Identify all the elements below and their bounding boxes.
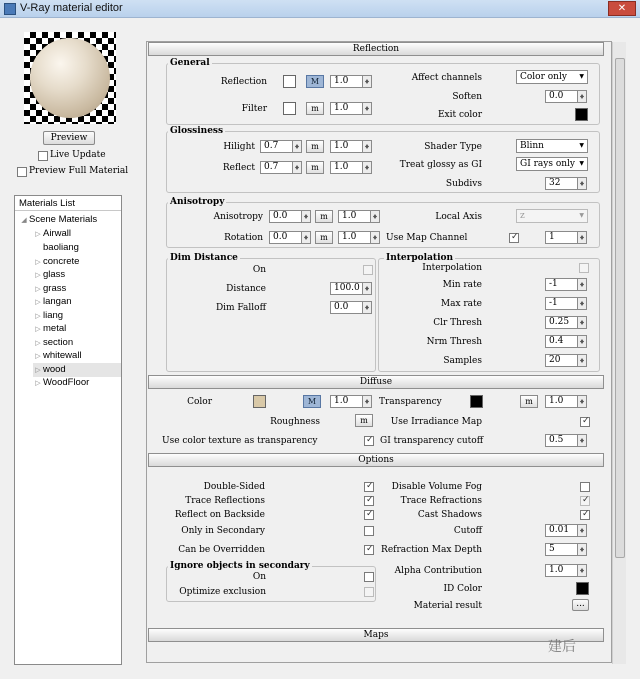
gi-transparency-cutoff-label: GI transparency cutoff [380,436,484,446]
close-button[interactable]: ✕ [608,1,636,16]
hilight-label: Hilight [223,142,255,152]
can-be-overridden-label: Can be Overridden [178,545,265,555]
materials-list [14,195,122,665]
diffuse-amount-spinner[interactable]: 1.0 [330,395,372,408]
local-axis-label: Local Axis [435,212,482,222]
watermark-text: 建后 [548,638,576,654]
trace-refractions-checkbox[interactable] [580,496,590,506]
tree-item-wood[interactable]: ▷ wood [33,363,121,377]
anisotropy-group-title: Anisotropy [170,197,225,207]
tree-item-metal[interactable]: ▷ metal [33,322,66,336]
hilight-spinner[interactable]: 0.7 [260,140,302,153]
dim-on-label: On [252,265,266,275]
filter-amount-spinner[interactable]: 1.0 [330,102,372,115]
samples-spinner[interactable]: 20 [545,354,587,367]
double-sided-label: Double-Sided [203,482,265,492]
live-update-checkbox[interactable] [38,151,48,161]
subdivs-spinner[interactable]: 32 [545,177,587,190]
reflect-label: Reflect [222,163,255,173]
use-map-channel-label: Use Map Channel [386,233,468,243]
dim-falloff-label: Dim Falloff [215,303,266,313]
cast-shadows-checkbox[interactable] [580,510,590,520]
collapsed-arrow-icon: ▷ [35,340,41,347]
max-rate-label: Max rate [440,299,482,309]
distance-spinner[interactable]: 100.0 [330,282,372,295]
material-preview-image [24,32,116,124]
filter-map-button[interactable]: m [306,102,324,115]
preview-full-material-label: Preview Full Material [29,166,129,176]
tree-item-liang[interactable]: ▷ liang [33,309,63,323]
use-irradiance-map-checkbox[interactable] [580,417,590,427]
treat-glossy-dropdown[interactable]: GI rays only ▼ [516,157,588,171]
general-group-title: General [170,58,210,68]
only-in-secondary-checkbox[interactable] [364,526,374,536]
use-map-channel-checkbox[interactable] [509,233,519,243]
can-be-overridden-checkbox[interactable] [364,545,374,555]
transparency-color-swatch[interactable] [470,395,483,408]
transparency-label: Transparency [379,397,442,407]
hilight-amount-spinner[interactable]: 1.0 [330,140,372,153]
cutoff-label: Cutoff [453,526,482,536]
ignore-on-label: On [252,572,266,582]
tree-item-glass[interactable]: ▷ glass [33,268,65,282]
material-result-label: Material result [413,601,482,611]
tree-item-section[interactable]: ▷ section [33,336,73,350]
collapsed-arrow-icon: ▷ [35,353,41,360]
trace-reflections-label: Trace Reflections [185,496,265,506]
ignore-objects-group-title: Ignore objects in secondary [170,561,310,571]
refraction-max-depth-label: Refraction Max Depth [381,545,482,555]
use-color-texture-checkbox[interactable] [364,436,374,446]
glossiness-group-title: Glossiness [170,126,224,136]
soften-label: Soften [452,92,482,102]
min-rate-label: Min rate [442,280,482,290]
optimize-exclusion-checkbox[interactable] [364,587,374,597]
use-irradiance-map-label: Use Irradiance Map [390,417,482,427]
maps-section-header[interactable]: Maps [148,628,604,642]
tree-item-concrete[interactable]: ▷ concrete [33,255,79,269]
diffuse-map-button[interactable]: M [303,395,321,408]
min-rate-spinner[interactable]: -1 [545,278,587,291]
only-in-secondary-label: Only in Secondary [181,526,265,536]
live-update-label: Live Update [50,150,106,160]
alpha-contribution-label: Alpha Contribution [394,566,482,576]
trace-reflections-checkbox[interactable] [364,496,374,506]
nrm-thresh-spinner[interactable]: 0.4 [545,335,587,348]
tree-item-whitewall[interactable]: ▷ whitewall [33,349,82,363]
cast-shadows-label: Cast Shadows [417,510,482,520]
anisotropy-spinner[interactable]: 0.0 [269,210,311,223]
reflection-map-button[interactable]: M [306,75,324,88]
shader-type-dropdown[interactable]: Blinn ▼ [516,139,588,153]
diffuse-section-header[interactable]: Diffuse [148,375,604,389]
roughness-label: Roughness [270,417,320,427]
tree-root-scene-materials[interactable]: ◢ Scene Materials [19,213,97,227]
hilight-map-button[interactable]: m [306,140,324,153]
exit-color-swatch[interactable] [575,108,588,121]
disable-volume-fog-label: Disable Volume Fog [391,482,482,492]
interpolation-label: Interpolation [422,263,482,273]
filter-label: Filter [241,104,267,114]
reflection-amount-spinner[interactable]: 1.0 [330,75,372,88]
id-color-swatch[interactable] [576,582,589,595]
disable-volume-fog-checkbox[interactable] [580,482,590,492]
samples-label: Samples [443,356,482,366]
reflect-on-backside-checkbox[interactable] [364,510,374,520]
collapsed-arrow-icon: ▷ [35,272,41,279]
double-sided-checkbox[interactable] [364,482,374,492]
diffuse-color-swatch[interactable] [253,395,266,408]
nrm-thresh-label: Nrm Thresh [426,337,482,347]
rotation-amount-spinner[interactable]: 1.0 [338,231,380,244]
material-result-button[interactable]: ... [572,599,589,611]
trace-refractions-label: Trace Refractions [400,496,482,506]
reflection-color-swatch[interactable] [283,75,296,88]
reflect-map-button[interactable]: m [306,161,324,174]
anisotropy-label: Anisotropy [213,212,263,222]
tree-item-grass[interactable]: ▷ grass [33,282,66,296]
tree-item-langan[interactable]: ▷ langan [33,295,72,309]
treat-glossy-label: Treat glossy as GI [399,160,482,170]
refraction-max-depth-spinner[interactable]: 5 [545,543,587,556]
max-rate-spinner[interactable]: -1 [545,297,587,310]
anisotropy-map-button[interactable]: m [315,210,333,223]
collapsed-arrow-icon: ▷ [35,299,41,306]
scrollbar-thumb[interactable] [615,58,625,558]
collapsed-arrow-icon: ▷ [35,231,41,238]
affect-channels-dropdown[interactable]: Color only ▼ [516,70,588,84]
gi-cutoff-spinner[interactable]: 0.5 [545,434,587,447]
collapsed-arrow-icon: ▷ [35,367,41,374]
rotation-spinner[interactable]: 0.0 [269,231,311,244]
collapsed-arrow-icon: ▷ [35,380,41,387]
rotation-map-button[interactable]: m [315,231,333,244]
preview-full-material-checkbox[interactable] [17,167,27,177]
ignore-on-checkbox[interactable] [364,572,374,582]
reflection-label: Reflection [220,77,267,87]
preview-button[interactable]: Preview [43,131,95,145]
subdivs-label: Subdivs [445,179,482,189]
local-axis-dropdown[interactable]: z ▼ [516,209,588,223]
shader-type-label: Shader Type [424,142,482,152]
options-section-header[interactable]: Options [148,453,604,467]
diffuse-color-label: Color [187,397,212,407]
use-color-texture-label: Use color texture as transparency [162,436,318,446]
optimize-exclusion-label: Optimize exclusion [179,587,266,597]
window-title: V-Ray material editor [20,2,123,14]
distance-label: Distance [226,284,266,294]
tree-item-airwall[interactable]: ▷ Airwall [33,227,71,241]
clr-thresh-spinner[interactable]: 0.25 [545,316,587,329]
affect-channels-label: Affect channels [411,73,482,83]
app-icon [4,3,16,15]
map-channel-spinner[interactable]: 1 [545,231,587,244]
collapsed-arrow-icon: ▷ [35,259,41,266]
reflection-section-header[interactable]: Reflection [148,42,604,56]
dim-on-checkbox[interactable] [363,265,373,275]
alpha-contribution-spinner[interactable]: 1.0 [545,564,587,577]
cutoff-spinner[interactable]: 0.01 [545,524,587,537]
tree-item-woodfloor[interactable]: ▷ WoodFloor [33,376,89,390]
reflect-on-backside-label: Reflect on Backside [174,510,265,520]
tree-item-baoliang[interactable]: baoliang [43,242,79,253]
exit-color-label: Exit color [437,110,482,120]
interpolation-group-title: Interpolation [386,253,454,263]
materials-list-header: Materials List [15,196,121,211]
collapsed-arrow-icon: ▷ [35,286,41,293]
dim-distance-group [166,258,376,372]
collapsed-arrow-icon: ▷ [35,326,41,333]
vertical-scrollbar[interactable] [612,42,626,664]
reflect-glossiness-spinner[interactable]: 0.7 [260,161,302,174]
expand-arrow-icon[interactable]: ◢ [21,217,27,224]
collapsed-arrow-icon: ▷ [35,313,41,320]
transparency-amount-spinner[interactable]: 1.0 [545,395,587,408]
dim-falloff-spinner[interactable]: 0.0 [330,301,372,314]
soften-spinner[interactable]: 0.0 [545,90,587,103]
filter-color-swatch[interactable] [283,102,296,115]
transparency-map-button[interactable]: m [520,395,538,408]
interpolation-checkbox[interactable] [579,263,589,273]
dim-distance-group-title: Dim Distance [170,253,238,263]
roughness-map-button[interactable]: m [355,414,373,427]
anisotropy-amount-spinner[interactable]: 1.0 [338,210,380,223]
rotation-label: Rotation [224,233,263,243]
id-color-label: ID Color [443,584,482,594]
reflect-amount-spinner[interactable]: 1.0 [330,161,372,174]
clr-thresh-label: Clr Thresh [433,318,482,328]
title-bar [0,0,640,18]
